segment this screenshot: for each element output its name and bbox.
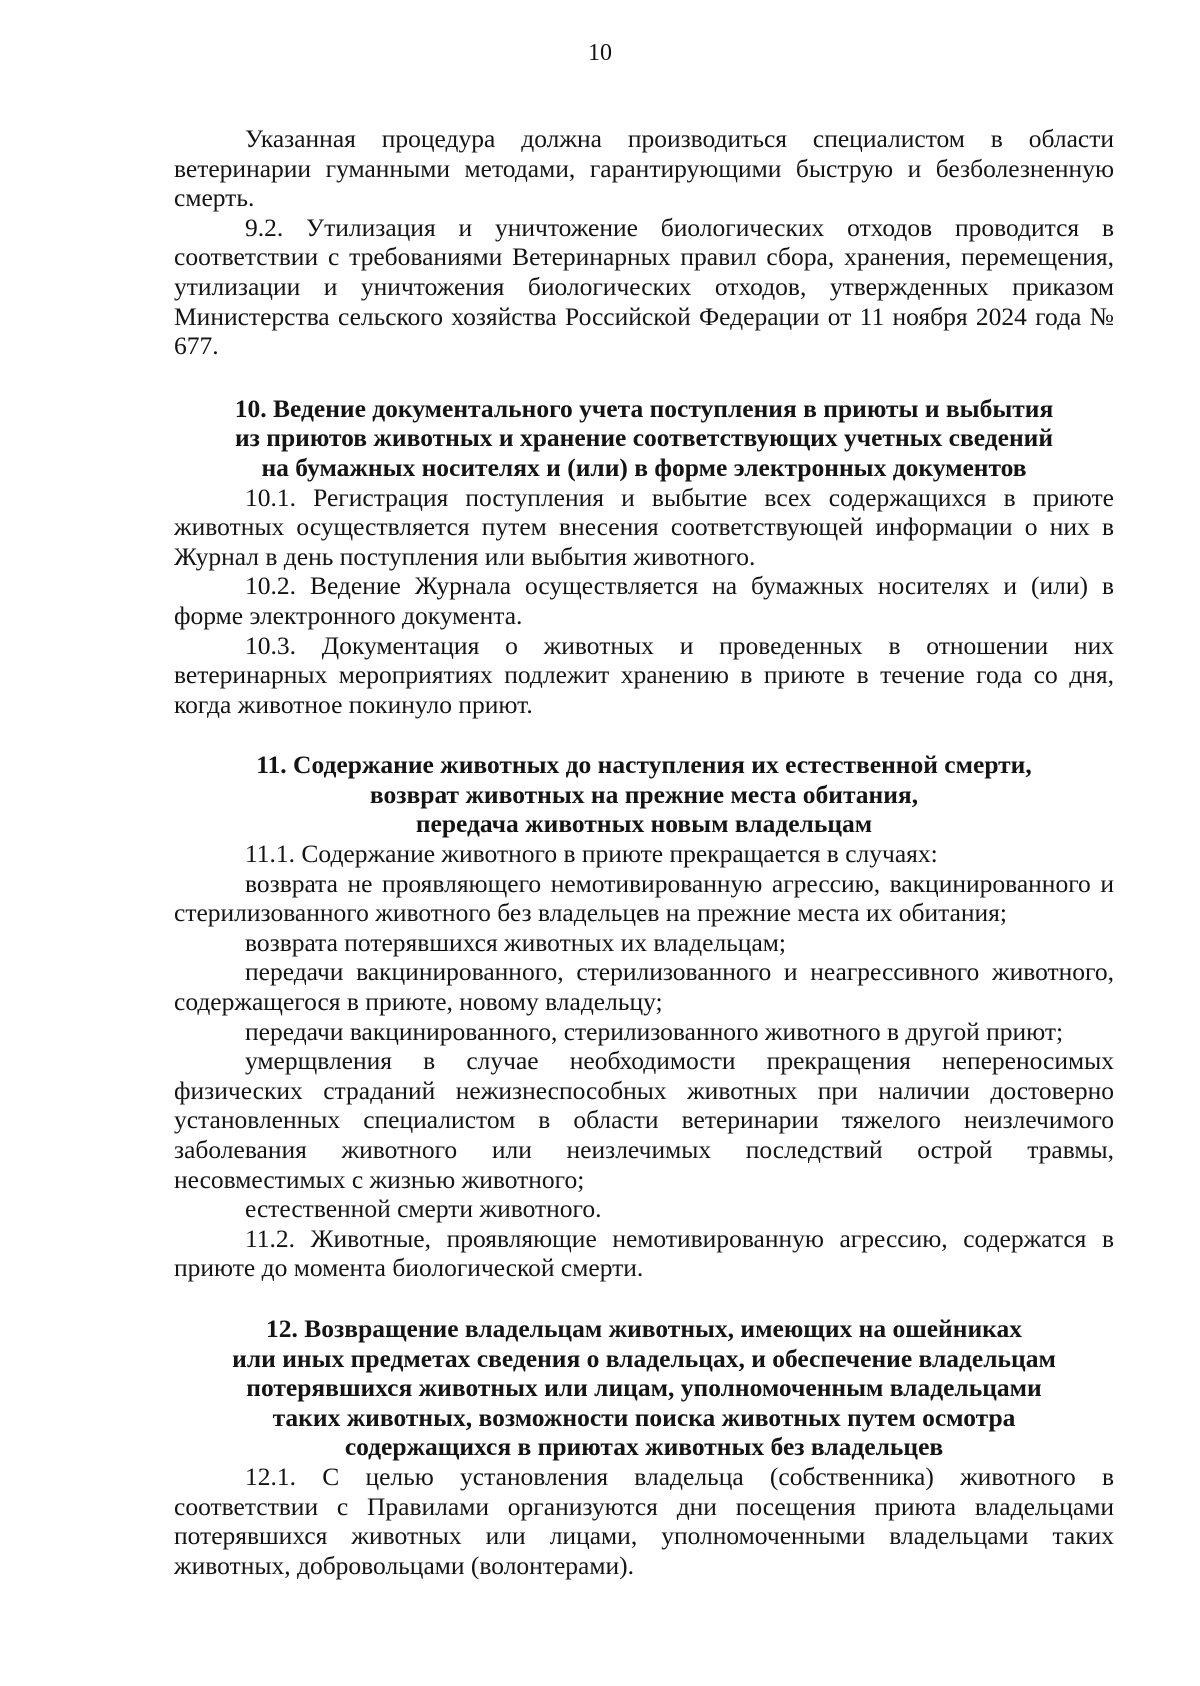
heading-line: возврат животных на прежние места обитания, [369, 779, 919, 809]
list-item: умерщвления в случае необходимости прекращения непереносимых физических страданий нежизнеспособных животных при наличии достоверно установленных специалистом в области ветеринарии тяжелого неизлечимого заболевания животного или неизлечимых последствий острой травмы, несовместимых с жизнью животного; [174, 1046, 1114, 1194]
heading-line: из приютов животных и хранение соответствующих учетных сведений [234, 423, 1054, 453]
section-11-heading [174, 750, 1114, 839]
paragraph-10-1: 10.1. Регистрация поступления и выбытие всех содержащихся в приюте животных осуществляется путем внесения соответствующей информации о них в Журнал в день поступления или выбытия животного. [174, 482, 1114, 571]
heading-line: таких животных, возможности поиска животных путем осмотра [272, 1402, 1016, 1432]
paragraph-10-2: 10.2. Ведение Журнала осуществляется на бумажных носителях и (или) в форме электронного документа. [174, 571, 1114, 630]
paragraph-11-1: 11.1. Содержание животного в приюте прекращается в случаях: [245, 839, 938, 869]
list-item: возврата не проявляющего немотивированную агрессию, вакцинированного и стерилизованного животного без владельцев на прежние места их обитания; [174, 868, 1114, 928]
paragraph-12-1: 12.1. С целью установления владельца (собственника) животного в соответствии с Правилами организуются дни посещения приюта владельцами потерявшихся животных или лицами, уполномоченными владельцами таких животных, добровольцами (волонтерами). [174, 1461, 1114, 1580]
heading-line: 11. Содержание животных до наступления их естественной смерти, [256, 750, 1032, 780]
list-item: естественной смерти животного. [245, 1194, 602, 1224]
heading-line: потерявшихся животных или лицам, уполномоченным владельцами [246, 1373, 1042, 1403]
section-12-heading [174, 1314, 1114, 1462]
paragraph-9-2: 9.2. Утилизация и уничтожение биологических отходов проводится в соответствии с требованиями Ветеринарных правил сбора, хранения, перемещения, утилизации и уничтожения биологических отходов, утвержденных приказом Министерства сельского хозяйства Российской Федерации от 11 ноября 2024 года № 677. [174, 212, 1114, 361]
heading-line: содержащихся в приютах животных без владельцев [344, 1432, 944, 1462]
list-item: передачи вакцинированного, стерилизованного и неагрессивного животного, содержащегося в приюте, новому владельцу; [174, 957, 1114, 1017]
paragraph-10-3: 10.3. Документация о животных и проведенных в отношении них ветеринарных мероприятиях подлежит хранению в приюте в течение года со дня, когда животное покинуло приют. [174, 630, 1114, 719]
list-item: возврата потерявшихся животных их владельцам; [245, 927, 786, 957]
heading-line: 10. Ведение документального учета поступления в приюты и выбытия [234, 393, 1054, 423]
document-body [174, 124, 1114, 1580]
heading-line: 12. Возвращение владельцам животных, имеющих на ошейниках [266, 1313, 1022, 1343]
section-10-heading [174, 394, 1114, 483]
paragraph: Указанная процедура должна производиться специалистом в области ветеринарии гуманными методами, гарантирующими быструю и безболезненную смерть. [174, 124, 1114, 213]
heading-line: или иных предметах сведения о владельцах, и обеспечение владельцам [232, 1343, 1056, 1373]
paragraph-11-2: 11.2. Животные, проявляющие немотивированную агрессию, содержатся в приюте до момента биологической смерти. [174, 1223, 1114, 1283]
page-number: 10 [588, 40, 612, 66]
heading-line: на бумажных носителях и (или) в форме электронных документов [261, 452, 1027, 482]
heading-line: передача животных новым владельцам [415, 809, 873, 839]
list-item: передачи вакцинированного, стерилизованного животного в другой приют; [245, 1016, 1064, 1046]
